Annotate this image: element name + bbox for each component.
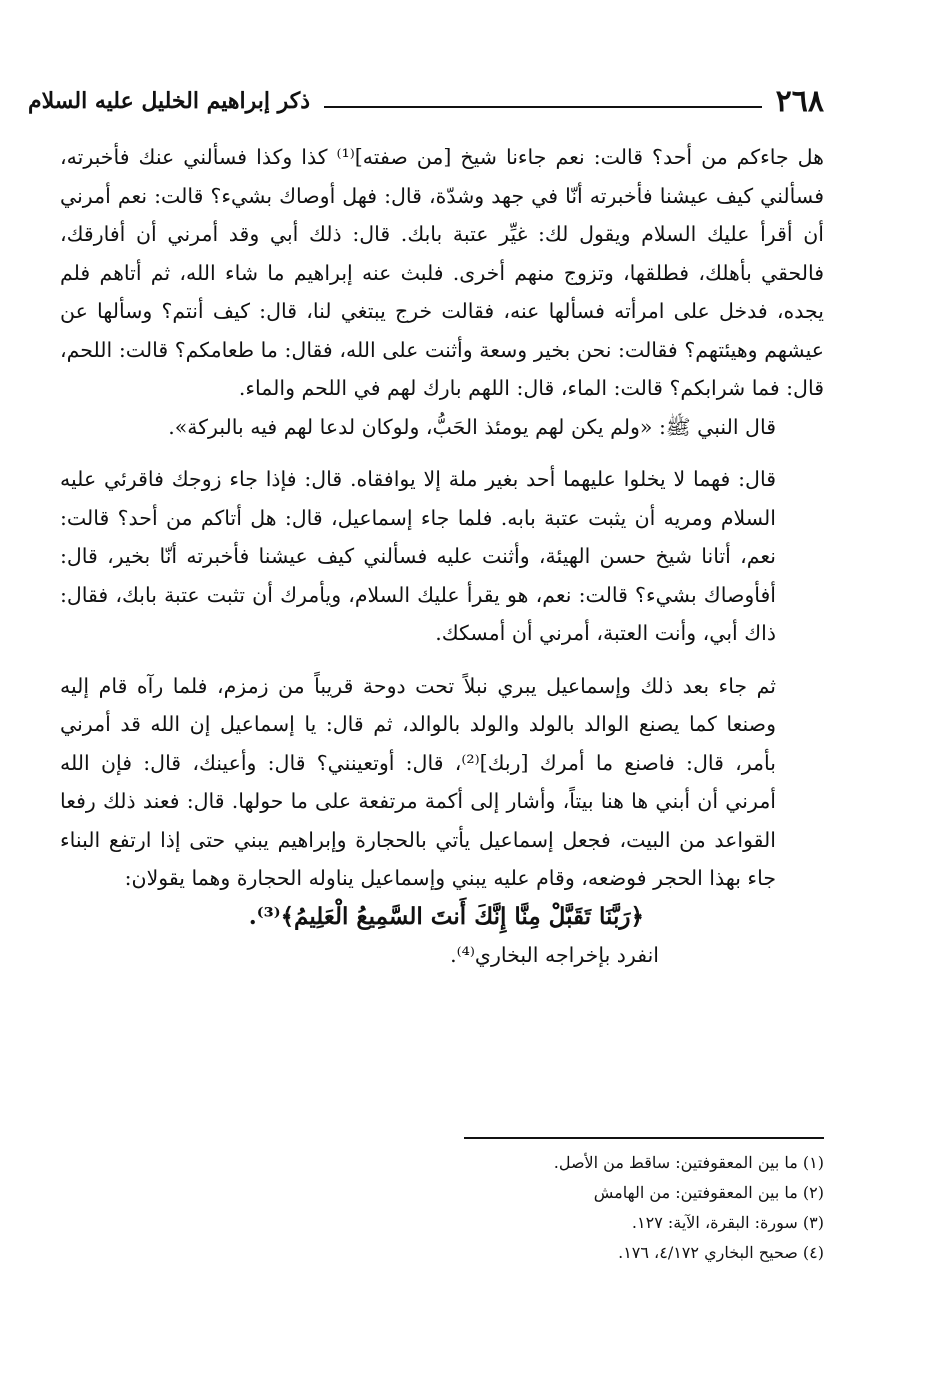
header-rule <box>324 106 762 108</box>
quran-verse: ﴿رَبَّنَا تَقَبَّلْ مِنَّا إِنَّكَ أَنتَ السَّمِيعُ الْعَلِيمُ﴾⁽³⁾. <box>248 902 644 930</box>
main-text <box>60 138 824 975</box>
paragraph-3: قال: فهما لا يخلوا عليهما أحد بغير ملة إلا يوافقاه. قال: فإذا جاء زوجك فاقرئي عليه السلام ومريه أن يثبت عتبة بابه. فلما جاء إسماعيل، قال: هل أتاكم من أحد؟ قالت: نعم، أتانا شيخ حسن الهيئة، وأثنت عليه فسألني كيف عيشنا فأخبرته أنّا بخير، قال: أفأوصاك بشيء؟ قالت: نعم، هو يقرأ عليك السلام، ويأمرك أن تثبت عتبة بابك، فقال: ذاك أبي، وأنت العتبة، أمرني أن أمسكك. <box>60 467 776 645</box>
footnote-1: (١) ما بين المعقوفتين: ساقط من الأصل. <box>553 1153 824 1172</box>
footnote-2: (٢) ما بين المعقوفتين: من الهامش <box>593 1183 824 1202</box>
paragraph-2-hadith: قال النبي ﷺ: «ولم يكن لهم يومئذ الحَبُّ، ولوكان لدعا لهم فيه بالبركة». <box>168 414 776 439</box>
hadith-source: انفرد بإخراجه البخاري⁽⁴⁾. <box>450 943 659 967</box>
footnotes <box>124 1148 824 1268</box>
footnote-4: (٤) صحيح البخاري ٤/١٧٢، ١٧٦. <box>618 1243 824 1262</box>
page-number: ٢٦٨ <box>775 83 824 119</box>
paragraph-1: هل جاءكم من أحد؟ قالت: نعم جاءنا شيخ [من صفته]⁽¹⁾ كذا وكذا فسألني عنك فأخبرته، فسألني كيف عيشنا فأخبرته أنّا في جهد وشدّة، قال: فهل أوصاك بشيء؟ قالت: نعم أمرني أن أقرأ عليك السلام ويقول لك: غيِّر عتبة بابك. قال: ذلك أبي وقد أمرني أن أفارقك، فالحقي بأهلك، فطلقها، وتزوج منهم أخرى. فلبث عنه إبراهيم ما شاء الله، ثم أتاهم فلم يجده، فدخل على امرأته فسألها عنه، فقالت خرج يبتغي لنا، قال: كيف أنتم؟ وسألها عن عيشهم وهيئتهم؟ فقالت: نحن بخير وسعة وأثنت على الله، فقال: ما طعامكم؟ قالت: اللحم، قال: فما شرابكم؟ قالت: الماء، قال: اللهم بارك لهم في اللحم والماء. <box>60 145 824 400</box>
footnote-rule <box>464 1137 824 1139</box>
paragraph-4: ثم جاء بعد ذلك وإسماعيل يبري نبلاً تحت دوحة قريباً من زمزم، فلما رآه قام إليه وصنعا كما يصنع الوالد بالولد والولد بالوالد، ثم قال: يا إسماعيل إن الله قد أمرني بأمر، قال: فاصنع ما أمرك [ربك]⁽²⁾، قال: أوتعينني؟ قال: وأعينك، قال: فإن الله أمرني أن أبني ها هنا بيتاً، وأشار إلى أكمة مرتفعة على ما حولها. قال: فعند ذلك رفعا القواعد من البيت، فجعل إسماعيل يأتي بالحجارة وإبراهيم يبني حتى إذا ارتفع البناء جاء بهذا الحجر فوضعه، وقام عليه يبني وإسماعيل يناوله الحجارة وهما يقولان: <box>60 673 776 890</box>
footnote-3: (٣) سورة: البقرة، الآية: ١٢٧. <box>631 1213 824 1232</box>
page-header <box>28 78 824 124</box>
paragraph-gap <box>60 653 824 667</box>
paragraph-gap <box>60 446 824 460</box>
running-title: ذكر إبراهيم الخليل عليه السلام <box>28 88 311 114</box>
